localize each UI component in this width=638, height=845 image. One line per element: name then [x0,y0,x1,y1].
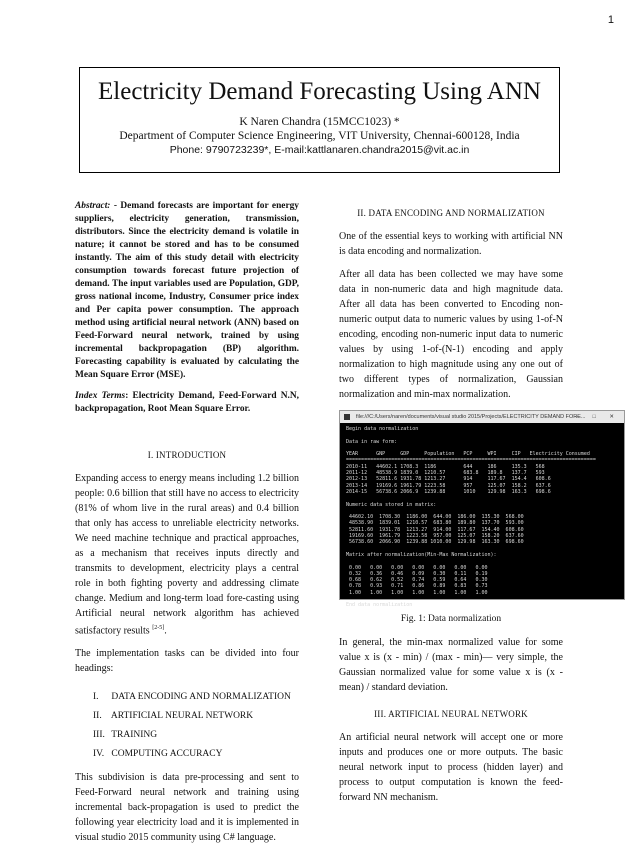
index-terms-text: : Electricity Demand, Feed-Forward N.N, backpropagation, Root Mean Square Error. [75,391,299,414]
paper-title: Electricity Demand Forecasting Using ANN [98,78,541,105]
index-terms-label: Index Terms [75,391,126,401]
section-heading-ann: III. ARTIFICIAL NEURAL NETWORK [374,709,528,719]
list-item [93,726,299,745]
encoding-paragraph-1: One of the essential keys to working with artificial NN is data encoding and normalization. [339,231,563,257]
abstract [75,200,299,382]
window-controls-icon: ─ □ ✕ [575,414,620,420]
left-column [75,200,299,845]
intro-paragraph-3: This subdivision is data pre-processing and sent to Feed-Forward neural network and training using incremental back-propagation is used to predict the following year electricity load and it is implemented in visual studio 2015 community using C# language. [75,772,299,844]
title-block [79,67,560,173]
list-item [93,707,299,726]
contact-line: Phone: 9790723239*, E-mail:kattlanaren.chandra2015@vit.ac.in [169,144,470,156]
list-item-number: I. [93,692,99,703]
citation: [2-5] [152,625,165,631]
list-item-number: IV. [93,749,105,760]
figure-console-screenshot [339,410,625,609]
list-item-text: COMPUTING ACCURACY [111,749,223,760]
section-heading-encoding: II. DATA ENCODING AND NORMALIZATION [357,208,545,218]
encoding-paragraph-2: After all data has been collected we may have some data in non-numeric data and high magnitude data. After all data has been converted to Encoding non-numeric output data to numeric values by using 1-of-N encoding, encoding non-numeric input data to numeric values by using 1-of-(N-1) encoding and apply normalization to high magnitude using any one out of two different types of normalization, Gaussian normalization and min-max normalization. [339,269,563,400]
encoding-paragraph-3: In general, the min-max normalized value for some value x is (x - min) / (max - min)— very simple, the Gaussian normalized value for some value x is (x - mean) / standard deviation. [339,637,563,693]
section-heading-introduction: I. INTRODUCTION [147,450,227,460]
intro-p1-end: . [164,625,167,637]
right-column [339,200,620,805]
abstract-label: Abstract: [75,201,111,211]
intro-p1-text: Expanding access to energy means including 1.2 billion people: 0.6 billion that still have no access to electricity (81% of whom live in the rural areas) and 0.4 billion that only has access to unreliable electricity networks. We need machine technique and practical approaches, as a mechanism that receives inputs directly and transmits to development, electricity plays a central role in both fighting poverty and addressing climate change. Medium and long-term load fore-casting using Artificial neural network algorithm has achieved satisfactory results [75,473,299,637]
department-line: Department of Computer Science Engineering, VIT University, Chennai-600128, India [119,130,520,142]
index-terms [75,390,299,416]
abstract-text: - Demand forecasts are important for energy suppliers, electricity generation, transmission, distributors. Since the electricity demand is volatile in nature; it cannot be stored and has to be consumed instantly. The aim of this study detail with electricity consumption towards forecast future projection of demand. The input variables used are Population, GDP, gross national income, Industry, Consumer price index and Per capita power consumption. The approach method using artificial neural network (ANN) based on Feed-Forward neural network, trained by using incremental backpropagation (BP) algorithm. Forecasting capability is evaluated by calculating the Mean Square Error (MSE). [75,201,299,380]
list-item-text: DATA ENCODING AND NORMALIZATION [111,692,291,703]
author-line: K Naren Chandra (15MCC1023) * [239,116,400,128]
console-window-title: file:///C:/Users/naren/documents/visual studio 2015/Projects/ELECTRICITY DEMAND FORE... [356,414,586,420]
list-item-number: III. [93,730,105,741]
intro-paragraph-1 [75,471,299,638]
figure-caption: Fig. 1: Data normalization [400,614,502,624]
ann-paragraph-1: An artificial neural network will accept one or more inputs and produces one or more outputs. The basic neural network input to process (hidden layer) and process to output computation is known the feed-forward NN mechanism. [339,732,563,803]
page-number: 1 [607,14,614,26]
console-app-icon [344,414,350,420]
list-item [93,688,299,707]
list-item-number: II. [93,711,102,722]
list-item-text: TRAINING [111,730,158,741]
list-item-text: ARTIFICIAL NEURAL NETWORK [110,711,254,722]
console-output: Begin data normalization Data in raw form: YEAR GNP GDP Population PCP WPI CIP Electricity Consumed =================================================================================== 2010-11 44602.1 1708.3 1186 644 186 135.3 568 2011-12 48538.9 1839.0 1210.57 683.8 189.8 137.7 593 2012-13 52811.6 1931.78 1213.27 914 117.67 154.4 608.6 2013-14 19169.6 1961.79 1223.58 957 125.07 158.2 637.6 2014-15 56738.6 2066.9 1239.88 1010 129.98 163.3 698.6 Numeric data stored in matrix: 44602.10 1708.30 1186.00 644.00 186.00 135.30 568.00 48538.90 1839.01 1210.57 683.80 189.80 137.70 593.00 52811.60 1931.78 1213.27 914.00 117.67 154.40 608.60 19169.60 1961.79 1223.58 957.00 125.07 158.20 637.60 56738.60 2066.90 1239.88 1010.00 129.98 163.30 698.60 Matrix after normalization(Min-Max Normalization): 0.00 0.00 0.00 0.00 0.00 0.00 0.00 0.32 0.36 0.46 0.09 0.30 0.11 0.19 0.68 0.62 0.52 0.74 0.59 0.64 0.30 0.78 0.93 0.71 0.86 0.89 0.83 0.73 1.00 1.00 1.00 1.00 1.00 1.00 1.00 End data normalization [346,426,596,609]
list-item [93,745,299,764]
headings-list [93,688,299,764]
console-titlebar [340,411,624,423]
intro-paragraph-2: The implementation tasks can be divided into four headings: [75,648,299,675]
